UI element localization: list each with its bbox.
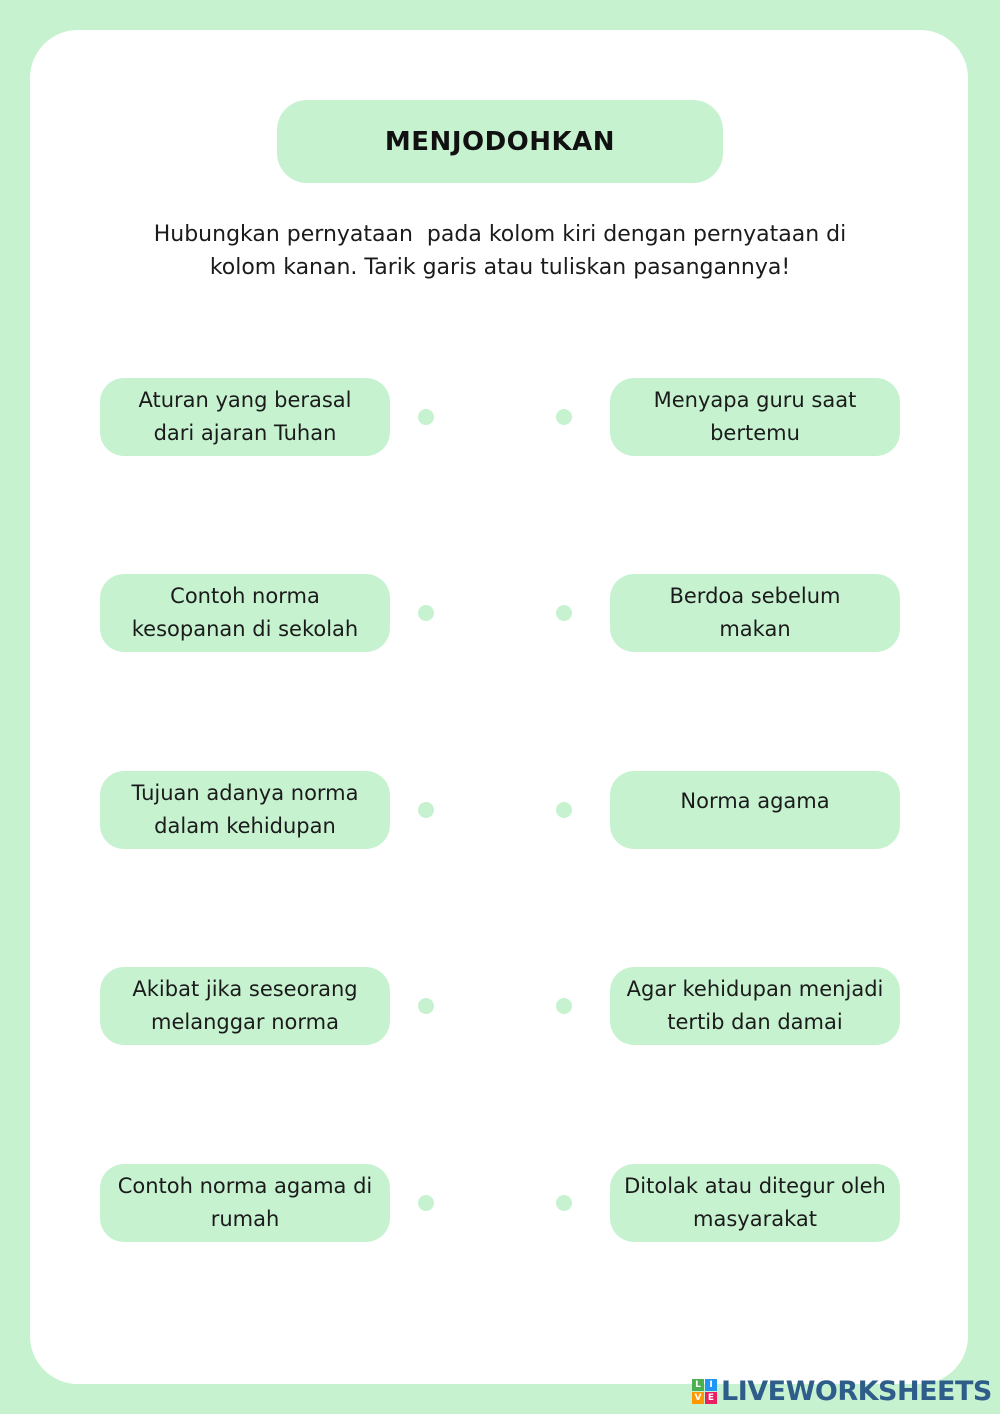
logo-icon-tile-i: I [705, 1379, 717, 1391]
left-item-1-line-2: dari ajaran Tuhan [153, 421, 337, 445]
left-item-3-line-2: dalam kehidupan [154, 814, 336, 838]
worksheet-title: MENJODOHKAN [277, 100, 723, 183]
right-match-dot-2[interactable] [556, 605, 572, 621]
right-item-1-line-1: Menyapa guru saat [653, 388, 857, 412]
right-item-2 [610, 574, 900, 652]
left-item-3-line-1: Tujuan adanya norma [131, 781, 359, 805]
right-item-4-line-2: tertib dan damai [667, 1010, 843, 1034]
left-item-2-line-1: Contoh norma [170, 584, 320, 608]
right-item-1 [610, 378, 900, 456]
right-item-5-line-1: Ditolak atau ditegur oleh [624, 1174, 886, 1198]
right-match-dot-4[interactable] [556, 998, 572, 1014]
left-item-2 [100, 574, 390, 652]
left-match-dot-1[interactable] [418, 409, 434, 425]
right-match-dot-3[interactable] [556, 802, 572, 818]
right-item-5-line-2: masyarakat [693, 1207, 817, 1231]
left-match-dot-5[interactable] [418, 1195, 434, 1211]
left-item-5-line-1: Contoh norma agama di [117, 1174, 373, 1198]
left-item-4 [100, 967, 390, 1045]
logo-icon-tile-l: L [692, 1379, 704, 1391]
liveworksheets-logo-icon [692, 1379, 717, 1404]
right-match-dot-1[interactable] [556, 409, 572, 425]
left-item-5-line-2: rumah [210, 1207, 280, 1231]
right-item-3-line-1: Norma agama [680, 789, 830, 813]
right-item-4-line-1: Agar kehidupan menjadi [626, 977, 884, 1001]
left-item-4-line-1: Akibat jika seseorang [132, 977, 358, 1001]
logo-icon-tile-v: V [692, 1392, 704, 1404]
right-item-4 [610, 967, 900, 1045]
right-item-3 [610, 771, 900, 849]
right-item-2-line-2: makan [719, 617, 791, 641]
left-match-dot-2[interactable] [418, 605, 434, 621]
logo-icon-tile-e: E [705, 1392, 717, 1404]
left-match-dot-4[interactable] [418, 998, 434, 1014]
instructions-line-1: Hubungkan pernyataan pada kolom kiri dengan pernyataan di [153, 222, 847, 247]
left-item-4-line-2: melanggar norma [151, 1010, 339, 1034]
liveworksheets-logo [692, 1374, 992, 1408]
right-match-dot-5[interactable] [556, 1195, 572, 1211]
left-item-1-line-1: Aturan yang berasal [138, 388, 352, 412]
left-item-5 [100, 1164, 390, 1242]
right-item-2-line-1: Berdoa sebelum [669, 584, 841, 608]
instructions [130, 218, 870, 284]
right-item-1-line-2: bertemu [710, 421, 800, 445]
liveworksheets-logo-text: LIVEWORKSHEETS [721, 1375, 992, 1407]
left-item-2-line-2: kesopanan di sekolah [131, 617, 359, 641]
right-item-5 [610, 1164, 900, 1242]
left-match-dot-3[interactable] [418, 802, 434, 818]
left-item-1 [100, 378, 390, 456]
left-item-3 [100, 771, 390, 849]
instructions-line-2: kolom kanan. Tarik garis atau tuliskan pasangannya! [209, 255, 791, 280]
